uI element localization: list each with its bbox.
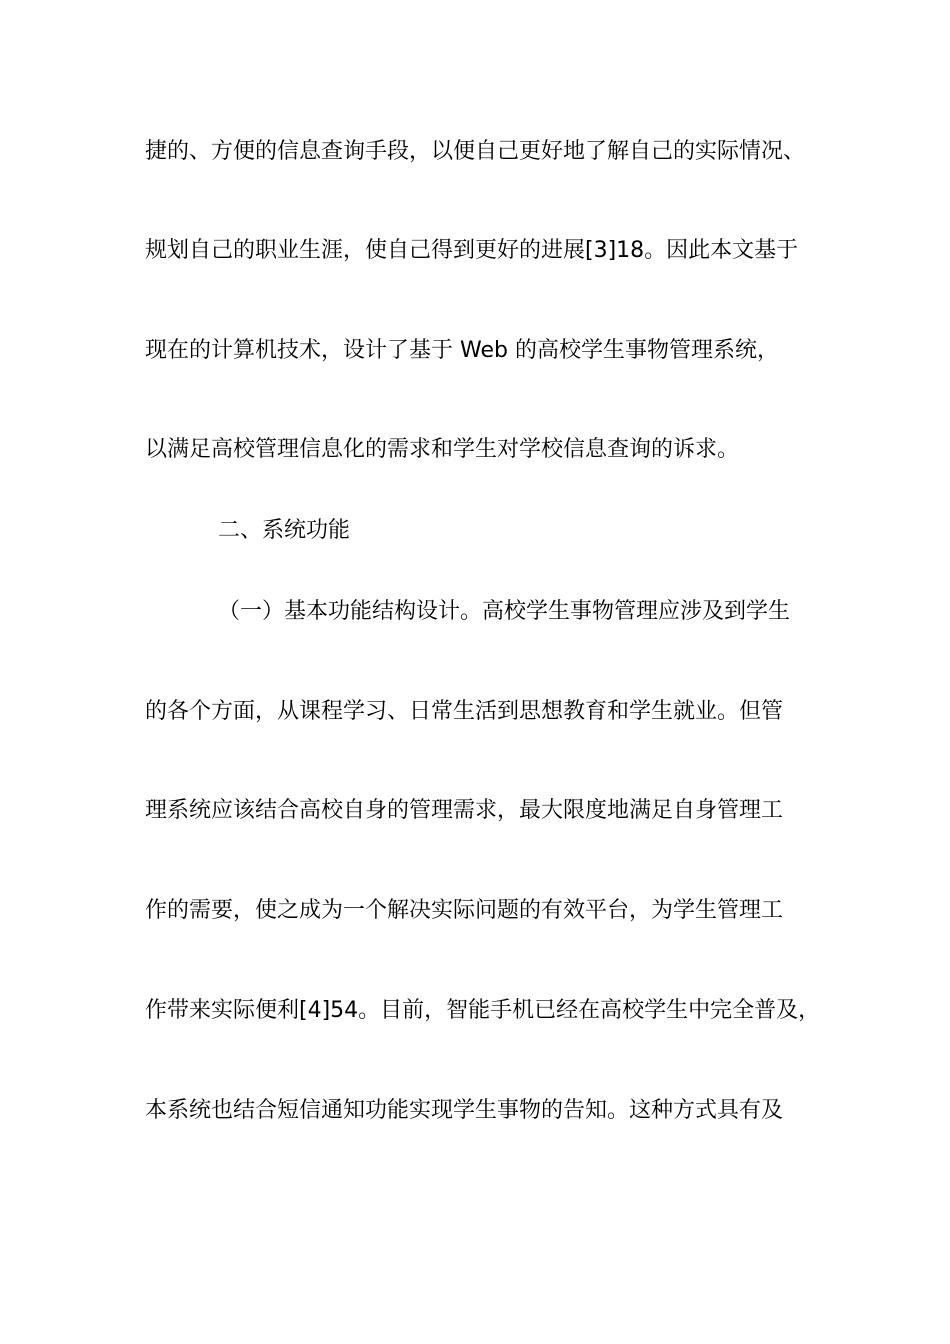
paragraph2-line-3: 理系统应该结合高校自身的管理需求，最大限度地满足自身管理工 bbox=[145, 798, 784, 823]
section-heading: 二、系统功能 bbox=[218, 518, 351, 543]
paragraph-line-3: 现在的计算机技术，设计了基于 Web 的高校学生事物管理系统， bbox=[145, 338, 779, 363]
paragraph2-line-2: 的各个方面，从课程学习、日常生活到思想教育和学生就业。但管 bbox=[145, 699, 784, 724]
paragraph-line-2: 规划自己的职业生涯，使自己得到更好的进展[3]18。因此本文基于 bbox=[145, 238, 799, 263]
paragraph2-line-1: （一）基本功能结构设计。高校学生事物管理应涉及到学生 bbox=[218, 599, 791, 624]
paragraph2-line-6: 本系统也结合短信通知功能实现学生事物的告知。这种方式具有及 bbox=[145, 1098, 784, 1123]
paragraph-line-4: 以满足高校管理信息化的需求和学生对学校信息查询的诉求。 bbox=[145, 437, 740, 462]
paragraph-line-1: 捷的、方便的信息查询手段，以便自己更好地了解自己的实际情况、 bbox=[145, 139, 806, 164]
paragraph2-line-5: 作带来实际便利[4]54。目前，智能手机已经在高校学生中完全普及， bbox=[145, 998, 821, 1023]
paragraph2-line-4: 作的需要，使之成为一个解决实际问题的有效平台，为学生管理工 bbox=[145, 898, 784, 923]
